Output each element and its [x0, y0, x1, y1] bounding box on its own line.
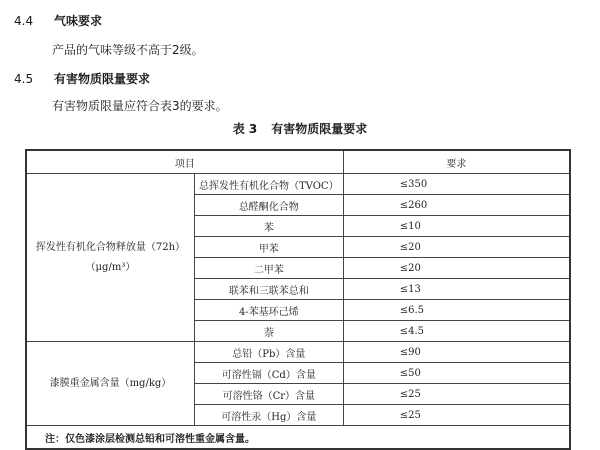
- section-heading-4-4: [14, 12, 102, 29]
- group-label-voc: [26, 174, 194, 342]
- header-item: 项目: [26, 150, 343, 174]
- value-cell: ≤260: [343, 195, 570, 216]
- group-label-unit: （μg/m³）: [85, 261, 136, 273]
- value-cell: ≤350: [343, 174, 570, 195]
- value-cell: ≤4.5: [343, 321, 570, 342]
- table-caption-number: 表 3: [232, 122, 258, 136]
- item-cell: 总醛酮化合物: [194, 195, 343, 216]
- value-cell: ≤50: [343, 363, 570, 384]
- value-cell: ≤90: [343, 342, 570, 363]
- header-requirement: 要求: [343, 150, 570, 174]
- section-paragraph: 产品的气味等级不高于2级。: [52, 43, 204, 57]
- item-cell: 萘: [194, 321, 343, 342]
- item-cell: 总铅（Pb）含量: [194, 342, 343, 363]
- section-number: 4.5: [14, 72, 34, 86]
- value-cell: ≤6.5: [343, 300, 570, 321]
- table-header-row: [26, 150, 570, 174]
- group-label-line: 挥发性有机化合物释放量（72h）: [35, 241, 186, 253]
- value-cell: ≤13: [343, 279, 570, 300]
- hazardous-substances-table: [25, 149, 571, 450]
- value-cell: ≤25: [343, 384, 570, 405]
- item-cell: 4-苯基环己烯: [194, 300, 343, 321]
- item-cell: 联苯和三联苯总和: [194, 279, 343, 300]
- section-title: 有害物质限量要求: [54, 72, 151, 86]
- value-cell: ≤20: [343, 237, 570, 258]
- table-note: 注：仅色漆涂层检测总铅和可溶性重金属含量。: [26, 426, 570, 450]
- section-number: 4.4: [14, 14, 34, 28]
- section-heading-4-5: [14, 70, 150, 87]
- table-row: [26, 342, 570, 363]
- value-cell: ≤20: [343, 258, 570, 279]
- item-cell: 可溶性铬（Cr）含量: [194, 384, 343, 405]
- group-label-heavy-metals: 漆膜重金属含量（mg/kg）: [26, 342, 194, 426]
- table-caption: [0, 120, 600, 137]
- item-cell: 甲苯: [194, 237, 343, 258]
- table-note-row: [26, 426, 570, 450]
- item-cell: 可溶性汞（Hg）含量: [194, 405, 343, 426]
- section-title: 气味要求: [54, 14, 103, 28]
- item-cell: 苯: [194, 216, 343, 237]
- value-cell: ≤25: [343, 405, 570, 426]
- item-cell: 二甲苯: [194, 258, 343, 279]
- section-paragraph: 有害物质限量应符合表3的要求。: [52, 99, 228, 113]
- value-cell: ≤10: [343, 216, 570, 237]
- table-caption-title: 有害物质限量要求: [271, 122, 368, 136]
- table-row: [26, 174, 570, 195]
- item-cell: 总挥发性有机化合物（TVOC）: [194, 174, 343, 195]
- item-cell: 可溶性镉（Cd）含量: [194, 363, 343, 384]
